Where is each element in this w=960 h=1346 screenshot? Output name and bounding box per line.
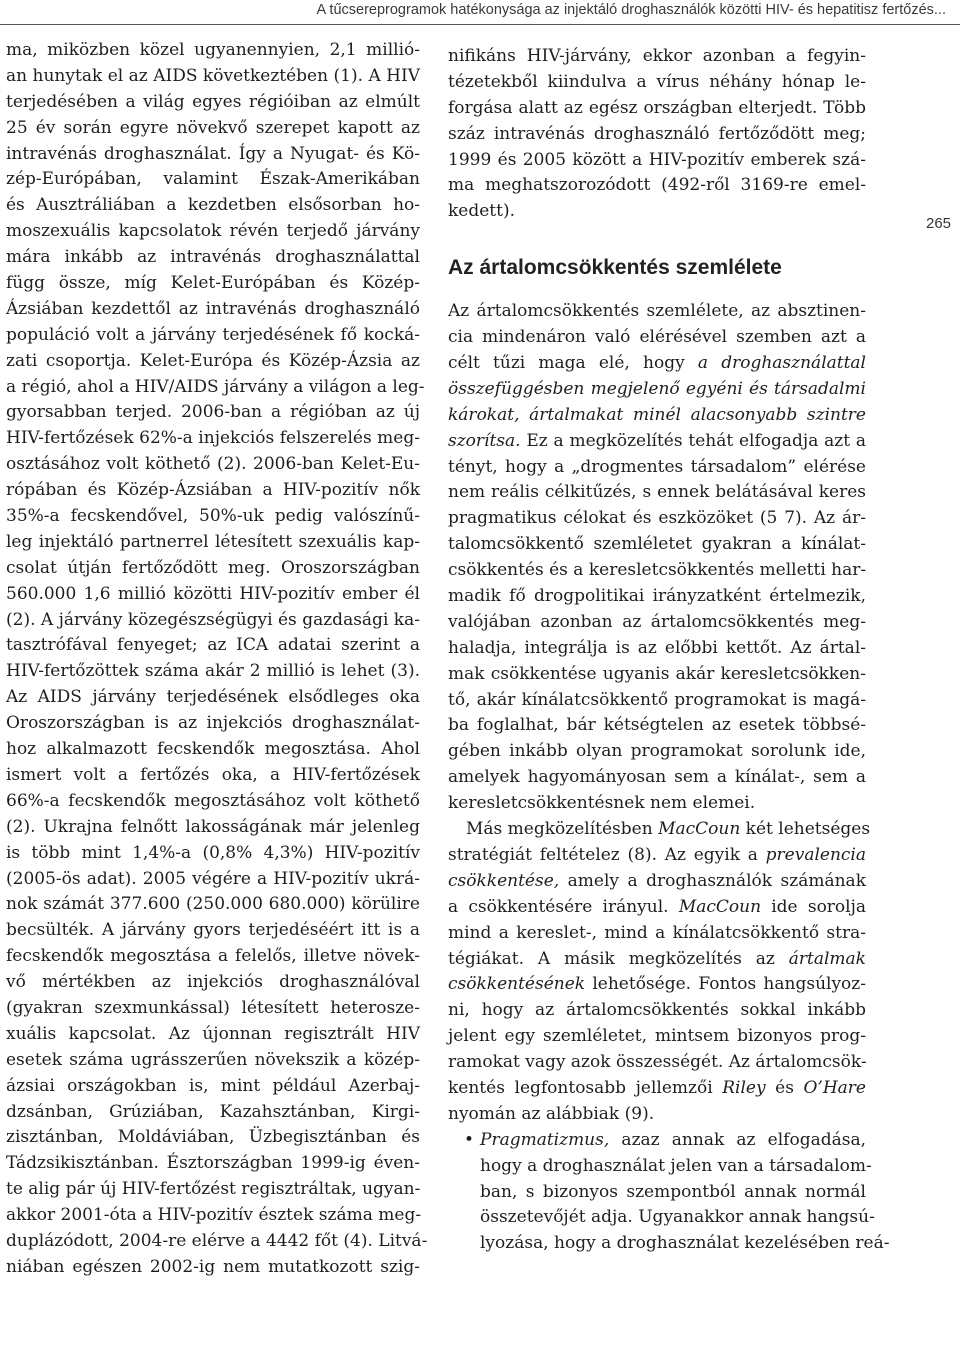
text-line: ázsiai országokban is, mint például Azerbaj-	[6, 1075, 420, 1096]
page-number: 265	[926, 215, 952, 232]
text-line	[448, 610, 866, 636]
text-segment: két lehetséges	[740, 819, 871, 840]
right-column	[448, 44, 890, 1257]
text-line: populáció volt a járvány terjedésének fő kocká-	[6, 324, 420, 345]
text-line	[448, 895, 866, 921]
text-segment: azaz annak az elfogadása,	[609, 1129, 866, 1150]
text-line: HIV-fertőzések 62%-a injekciós felszerelés meg-	[6, 428, 420, 449]
text-segment: kentés legfontosabb jellemzői	[448, 1077, 723, 1098]
text-line	[448, 377, 866, 403]
text-line	[448, 506, 866, 532]
italic-text: MacCoun	[678, 896, 762, 917]
text-line	[448, 558, 866, 584]
text-line: hoz alkalmazott fecskendők megosztása. Ahol	[6, 739, 420, 760]
text-segment: nyomán az alábbiak (9).	[448, 1103, 655, 1124]
header-rule	[0, 24, 960, 25]
text-line: dzsánban, Grúziában, Kazahsztánban, Kirgi-	[6, 1101, 420, 1122]
text-line: zati csoportja. Kelet-Európa és Közép-Ázsia az	[6, 350, 420, 371]
text-line	[448, 403, 866, 429]
italic-text: ártalmak	[788, 948, 866, 969]
text-line	[448, 869, 866, 895]
text-line	[448, 843, 866, 869]
text-line	[448, 532, 866, 558]
text-line	[448, 947, 866, 973]
text-segment: keresletcsökkentésnek nem elemei.	[448, 793, 756, 814]
text-line: Oroszországban is az injekciós droghasználat-	[6, 713, 420, 734]
text-segment: csökkentés és a keresletcsökkentés melletti har-	[448, 560, 867, 581]
text-line: te alig pár új HIV-fertőzést regisztráltak, ugyan-	[6, 1179, 421, 1200]
text-segment: célt tűzi maga elé, hogy	[448, 353, 698, 374]
text-line	[448, 713, 866, 739]
text-line: Az AIDS járvány terjedésének elsődleges oka	[6, 687, 420, 708]
text-line: osztásához volt köthető (2). 2006-ban Kelet-Eu-	[6, 454, 420, 475]
italic-text: csökkentése,	[448, 870, 560, 891]
text-line	[448, 480, 866, 506]
text-line	[448, 817, 871, 843]
text-line	[448, 765, 866, 791]
text-segment: nem reális célkitűzés, s ennek belátásával keres	[448, 482, 866, 503]
text-line	[448, 1102, 866, 1128]
text-line: niában egészen 2002-ig nem mutatkozott szig-	[6, 1256, 420, 1277]
italic-text: prevalencia	[765, 844, 866, 865]
text-line: 560.000 1,6 millió közötti HIV-pozitív ember él	[6, 583, 420, 604]
text-line: 66%-a fecskendők megosztásához volt köthető	[6, 790, 420, 811]
text-segment: ramokat vagy azok összességét. Az ártalomcsök-	[448, 1052, 867, 1073]
italic-text: csökkentésének	[448, 974, 586, 995]
text-line: a régió, ahol a HIV/AIDS járvány a világon a leg-	[6, 376, 425, 397]
text-line: (gyakran szexmunkással) létesített heterosze-	[6, 997, 420, 1018]
text-segment: mind a kereslet-, mind a kínálatcsökkentő stra-	[448, 922, 866, 943]
text-segment: Más megközelítésben	[466, 819, 659, 840]
section-heading: Az ártalomcsökkentés szemlélete	[448, 256, 782, 280]
text-line: ismert volt a fertőzés oka, a HIV-fertőzések	[6, 764, 420, 785]
paragraph-maccoun	[448, 817, 871, 1128]
text-line: moszexuális kapcsolatok révén terjedő járvány	[6, 221, 420, 242]
text-line: nifikáns HIV-járvány, ekkor azonban a fegyin-	[448, 46, 866, 66]
text-line: zép-Európában, valamint Észak-Amerikában	[6, 169, 420, 190]
text-line: függ össze, míg Kelet-Európában és Közép-	[6, 273, 420, 294]
text-line	[448, 1154, 872, 1180]
text-segment: ban, s bizonyos szempontból annak normál	[480, 1181, 866, 1202]
running-header	[0, 0, 960, 24]
text-line	[448, 325, 866, 351]
text-segment: lehetősége. Fontos hangsúlyoz-	[585, 974, 866, 995]
text-line	[448, 584, 866, 610]
text-line	[448, 972, 866, 998]
text-segment: gében inkább olyan programokat sorolunk ide,	[448, 741, 866, 762]
text-line: csolat útján fertőződött meg. Oroszországban	[6, 557, 420, 578]
text-line: (2005-ös adat). 2005 végére a HIV-pozitív ukrá-	[6, 868, 420, 889]
intro-paragraph	[448, 44, 866, 225]
text-line: terjedésében a világ egyes régióiban az elmúlt	[6, 91, 420, 112]
text-line	[448, 1076, 866, 1102]
text-segment: pragmatikus célokat és eszközöket (5 7). Az ár-	[448, 508, 866, 529]
text-line: 25 év során egyre növekvő szerepet kapott az	[6, 117, 420, 138]
text-segment: jelent egy szemléletet, mintsem bizonyos prog-	[448, 1026, 866, 1047]
text-segment: mak csökkentése ugyanis akár keresletcsökken-	[448, 663, 866, 684]
text-line	[448, 299, 866, 325]
text-segment: tényt, hogy a „drogmentes társadalom” elérése	[448, 456, 866, 477]
text-segment: ba foglalhat, bár kétségtelen az esetek többsé-	[448, 715, 866, 736]
bullet-item-pragmatism	[448, 1128, 890, 1257]
text-segment: Ez a megközelítés tehát elfogadja azt a	[520, 430, 866, 451]
text-line	[448, 662, 866, 688]
text-segment: amely a droghasználók számának	[559, 870, 866, 891]
text-segment: a csökkentésére irányul.	[448, 896, 679, 917]
text-line: tézetekből kiindulva a vírus néhány hónap le-	[448, 71, 866, 92]
text-line	[448, 1180, 866, 1206]
text-segment: amelyek hagyományosan sem a kínálat-, sem a	[448, 767, 866, 788]
text-segment: lyozása, hogy a droghasználat kezelésében reá-	[480, 1233, 890, 1254]
text-segment: és	[765, 1077, 804, 1098]
text-segment: talomcsökkentő szemléletet gyakran a kínálat-	[448, 534, 866, 555]
text-segment: haladja, integrálja is az előbbi kettőt. Az ártal-	[448, 637, 866, 658]
text-line: becsülték. A járvány gyors terjedéséért itt is a	[6, 920, 420, 941]
text-line: duplázódott, 2004-re elérve a 4442 főt (4). Litvá-	[6, 1230, 428, 1251]
text-segment: cia mindenáron való elérésével szemben azt a	[448, 327, 866, 348]
text-segment: tégiákat. A másik megközelítés az	[448, 948, 789, 969]
text-segment: valójában azonban az ártalomcsökkentés meg-	[448, 611, 866, 632]
text-line: forgása alatt az egész országban elterjedt. Több	[448, 97, 866, 118]
text-line: gyorsabban terjed. 2006-ban a régióban az új	[6, 402, 420, 423]
text-line: rópában és Közép-Ázsiában a HIV-pozitív nők	[6, 480, 420, 501]
text-line	[448, 351, 866, 377]
text-line	[448, 455, 866, 481]
text-line	[448, 739, 866, 765]
text-line	[448, 688, 866, 714]
italic-text: károkat, ártalmakat minél alacsonyabb szintre	[448, 404, 866, 425]
text-line: Ázsiában kezdettől az intravénás droghasználó	[6, 298, 420, 319]
text-line: is több mint 1,4%-a (0,8% 4,3%) HIV-pozitív	[6, 842, 420, 863]
text-line	[448, 791, 866, 817]
text-line: an hunytak el az AIDS következtében (1). A HIV	[6, 65, 420, 86]
running-header-title: A tűcsereprogramok hatékonysága az injektáló droghasználók közötti HIV- és hepatitisz fertőzés...	[316, 2, 946, 18]
italic-text: szorítsa.	[448, 430, 521, 451]
text-line: Tádzsikisztánban. Észtországban 1999-ig éven-	[6, 1153, 420, 1174]
text-line: fecskendők megosztása a felelős, illetve növek-	[6, 946, 420, 967]
text-line	[448, 998, 866, 1024]
text-line: tasztrófával fenyeget; az ICA adatai szerint a	[6, 635, 420, 656]
text-line: zisztánban, Moldáviában, Üzbegisztánban és	[6, 1127, 420, 1148]
text-line	[448, 429, 866, 455]
text-line	[448, 1231, 890, 1257]
italic-text: O’Hare	[803, 1077, 866, 1098]
left-column	[6, 38, 428, 1281]
text-segment: összetevőjét adja. Ugyanakkor annak hangsú-	[480, 1207, 875, 1228]
text-line: nok számát 377.600 (250.000 680.000) körülire	[6, 894, 420, 915]
text-line: ma meghatszorozódott (492-ről 3169-re emel-	[448, 175, 866, 196]
text-line: (2). A járvány közegészségügyi és gazdasági ka-	[6, 609, 420, 630]
text-line	[448, 1205, 875, 1231]
text-line: intravénás droghasználat. Így a Nyugat- és Kö-	[6, 143, 420, 164]
text-line: és Ausztráliában a kezdetben elsősorban ho-	[6, 195, 420, 216]
text-segment: Az ártalomcsökkentés szemlélete, az absztinen-	[448, 301, 866, 322]
paragraph-harm-reduction	[448, 299, 866, 817]
text-segment: hogy a droghasználat jelen van a társadalom-	[480, 1155, 872, 1176]
italic-text: Riley	[722, 1077, 766, 1098]
italic-text: Pragmatizmus,	[480, 1129, 610, 1150]
text-segment: ni, hogy az ártalomcsökkentés sokkal inkább	[448, 1000, 866, 1021]
text-line: akkor 2001-óta a HIV-pozitív észtek száma meg-	[6, 1205, 422, 1226]
text-line: xuális kapcsolat. Az újonnan regisztrált HIV	[6, 1023, 420, 1044]
text-line: (2). Ukrajna felnőtt lakosságának már jelenleg	[6, 816, 420, 837]
text-line: mára inkább az intravénás droghasználattal	[6, 247, 420, 268]
text-line: • Pragmatizmus, azaz annak az elfogadása,	[464, 1129, 866, 1150]
italic-text: a droghasználattal	[697, 353, 866, 374]
text-segment: tő, akár kínálatcsökkentő programokat is magá-	[448, 689, 866, 710]
text-line: 35%-a fecskendővel, 50%-uk pedig valószínű-	[6, 506, 420, 527]
text-segment: madik fő drogpolitikai irányzatként értelmezik,	[448, 586, 866, 607]
text-line	[448, 921, 866, 947]
text-line	[448, 1024, 866, 1050]
text-line: 1999 és 2005 között a HIV-pozitív emberek szá-	[448, 149, 866, 170]
text-line: esetek száma ugrásszerűen növekszik a közép-	[6, 1049, 420, 1070]
text-line: leg injektáló partnerrel létesített szexuális kap-	[6, 531, 420, 552]
text-line	[448, 636, 866, 662]
text-line	[448, 1050, 866, 1076]
text-line: kedett).	[448, 201, 516, 222]
text-line: HIV-fertőzöttek száma akár 2 millió is lehet (3).	[6, 661, 420, 682]
text-line: száz intravénás droghasználó fertőződött meg;	[448, 123, 866, 144]
text-segment: stratégiát feltételez (8). Az egyik a	[448, 844, 766, 865]
text-line: ma, miközben közel ugyanennyien, 2,1 millió-	[6, 40, 420, 60]
italic-text: összefüggésben megjelenő egyéni és társadalmi	[448, 378, 866, 399]
italic-text: MacCoun	[658, 819, 741, 840]
text-segment: ide sorolja	[761, 896, 867, 917]
text-line: vő mértékben az injekciós droghasználóval	[6, 972, 420, 993]
